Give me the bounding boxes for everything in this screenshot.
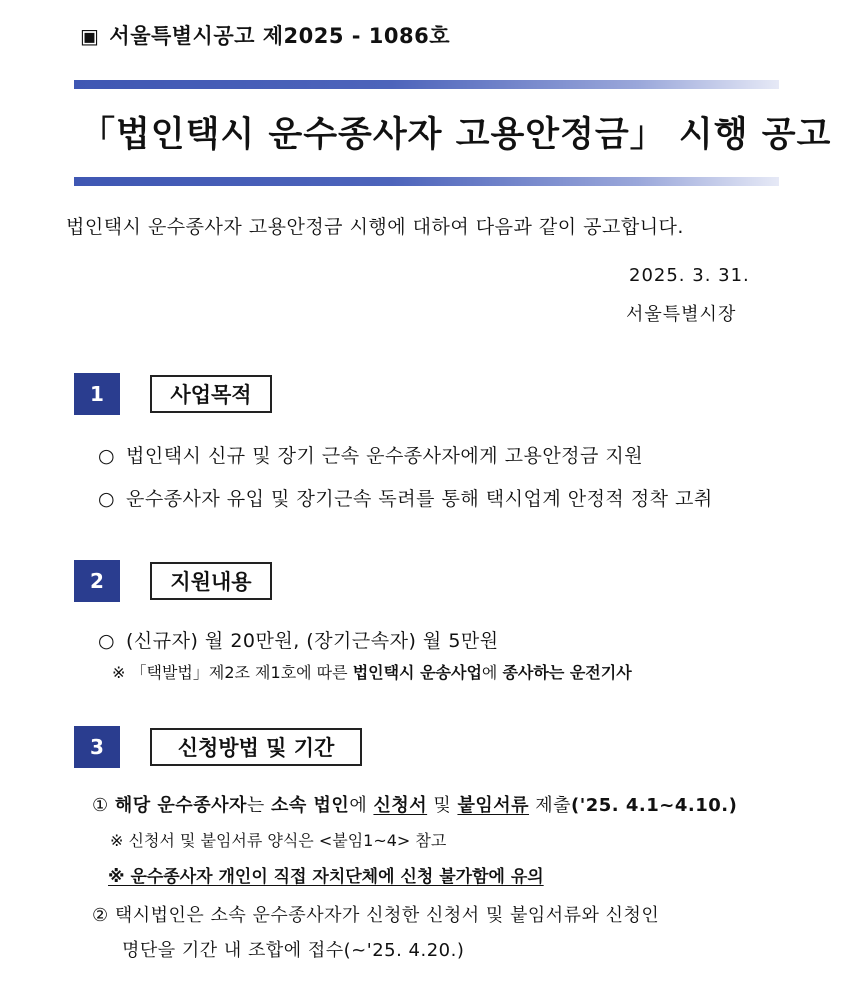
form-reference-note: ※ 신청서 및 붙임서류 양식은 <붙임1~4> 참고 bbox=[110, 831, 447, 850]
section-2-title: 지원내용 bbox=[150, 562, 272, 600]
section-2-number: 2 bbox=[74, 560, 120, 602]
section-1-number: 1 bbox=[74, 373, 120, 415]
square-bullet-icon: ▣ bbox=[80, 24, 100, 48]
page-title: 「법인택시 운수종사자 고용안정금」 시행 공고 bbox=[80, 115, 832, 155]
notice-date: 2025. 3. 31. bbox=[629, 265, 750, 286]
circle-bullet-icon: ○ bbox=[98, 445, 116, 467]
circle-bullet-icon: ○ bbox=[98, 630, 116, 652]
section-3-title: 신청방법 및 기간 bbox=[150, 728, 362, 766]
list-item: ○ (신규자) 월 20만원, (장기근속자) 월 5만원 bbox=[98, 630, 499, 652]
list-item-continuation: 명단을 기간 내 조합에 접수(~'25. 4.20.) bbox=[122, 940, 465, 961]
list-item: ① 해당 운수종사자는 소속 법인에 신청서 및 붙임서류 제출('25. 4.1~4.10.) bbox=[92, 795, 738, 816]
notice-number bbox=[80, 20, 450, 50]
list-item: ② 택시법인은 소속 운수종사자가 신청한 신청서 및 붙임서류와 신청인 bbox=[92, 905, 660, 926]
section-3-number: 3 bbox=[74, 726, 120, 768]
list-item: ○ 법인택시 신규 및 장기 근속 운수종사자에게 고용안정금 지원 bbox=[98, 445, 644, 467]
lead-sentence: 법인택시 운수종사자 고용안정금 시행에 대하여 다음과 같이 공고합니다. bbox=[66, 216, 684, 238]
issuer-name: 서울특별시장 bbox=[626, 304, 737, 325]
section-1-title: 사업목적 bbox=[150, 375, 272, 413]
list-item: ○ 운수종사자 유입 및 장기근속 독려를 통해 택시업계 안정적 정착 고취 bbox=[98, 488, 713, 510]
bottom-divider bbox=[74, 177, 779, 186]
circle-bullet-icon: ○ bbox=[98, 488, 116, 510]
top-divider bbox=[74, 80, 779, 89]
notice-number-text: 서울특별시공고 제2025 - 1086호 bbox=[109, 24, 451, 48]
caution-note: ※ 운수종사자 개인이 직접 자치단체에 신청 불가함에 유의 bbox=[108, 867, 544, 887]
section-2-note: ※ 「택발법」제2조 제1호에 따른 법인택시 운송사업에 종사하는 운전기사 bbox=[112, 663, 632, 682]
